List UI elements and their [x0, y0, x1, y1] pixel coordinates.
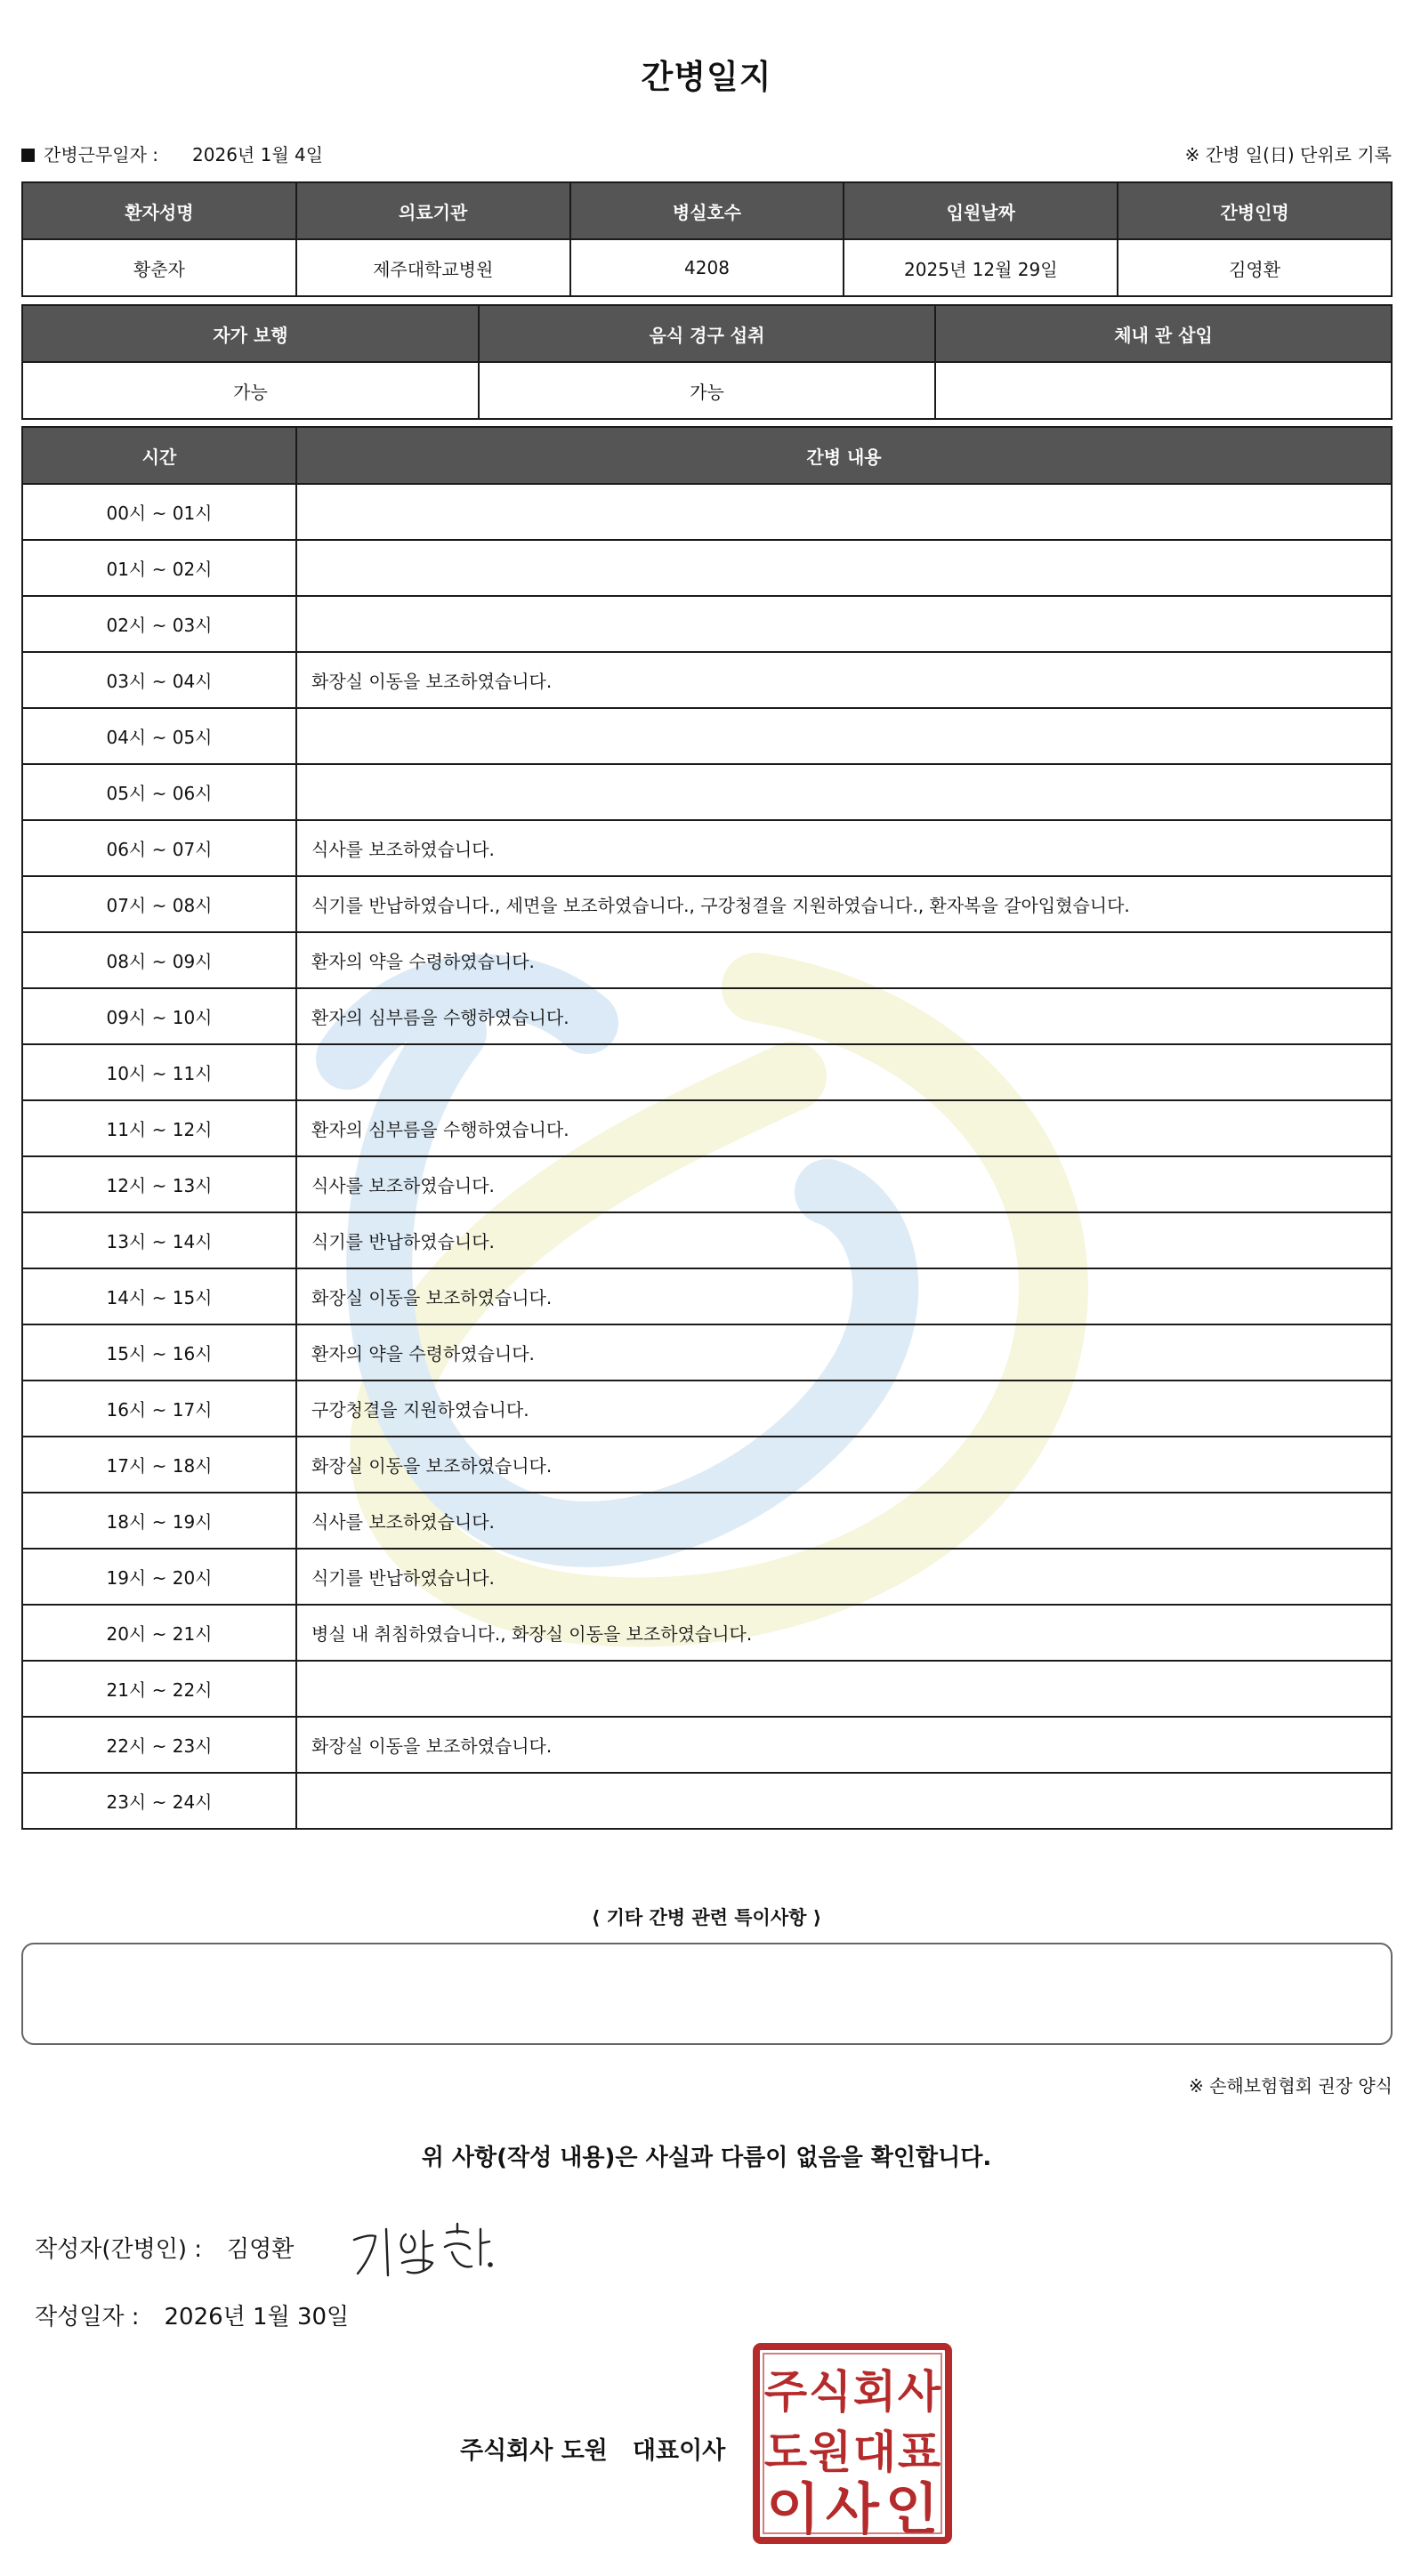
square-bullet-icon	[21, 149, 35, 162]
care-content: 식기를 반납하였습니다., 세면을 보조하였습니다., 구강청결을 지원하였습니다., 환자복을 갈아입혔습니다.	[296, 876, 1392, 932]
header-hospital: 의료기관	[296, 182, 570, 239]
meta-line	[21, 141, 1392, 169]
care-content: 식사를 보조하였습니다.	[296, 1156, 1392, 1212]
care-log-row	[22, 1100, 1392, 1156]
care-content: 식사를 보조하였습니다.	[296, 1493, 1392, 1549]
time-slot: 23시 ~ 24시	[22, 1773, 296, 1829]
time-slot: 07시 ~ 08시	[22, 876, 296, 932]
header-self-walking: 자가 보행	[22, 305, 479, 362]
header-tube-insertion: 체내 관 삽입	[935, 305, 1392, 362]
caregiver-name: 김영환	[1118, 239, 1392, 296]
time-slot: 17시 ~ 18시	[22, 1437, 296, 1493]
care-log-row	[22, 596, 1392, 652]
care-log-row	[22, 820, 1392, 876]
hospital-name: 제주대학교병원	[296, 239, 570, 296]
care-content: 식사를 보조하였습니다.	[296, 820, 1392, 876]
writer-name: 김영환	[227, 2236, 295, 2263]
header-admission-date: 입원날짜	[844, 182, 1118, 239]
written-date-label: 작성일자 :	[35, 2304, 140, 2330]
room-number: 4208	[570, 239, 844, 296]
care-content: 환자의 심부름을 수행하였습니다.	[296, 1100, 1392, 1156]
care-log-body	[22, 484, 1392, 1829]
care-content	[296, 708, 1392, 764]
care-log-row	[22, 1324, 1392, 1381]
patient-ability-table	[21, 304, 1393, 420]
care-log-row	[22, 1212, 1392, 1268]
company-seal-stamp	[753, 2343, 952, 2544]
record-unit-note: ※ 간병 일(日) 단위로 기록	[1184, 144, 1392, 165]
written-date-row	[35, 2298, 349, 2331]
time-slot: 13시 ~ 14시	[22, 1212, 296, 1268]
header-oral-intake: 음식 경구 섭취	[479, 305, 935, 362]
seal-character: 사	[826, 2476, 879, 2541]
care-log-row	[22, 708, 1392, 764]
work-date-value: 2026년 1월 4일	[192, 144, 324, 165]
care-content	[296, 1661, 1392, 1717]
care-log-row	[22, 652, 1392, 708]
seal-character: 주	[763, 2366, 808, 2418]
header-patient-name: 환자성명	[22, 182, 296, 239]
time-slot: 02시 ~ 03시	[22, 596, 296, 652]
care-log-row	[22, 1605, 1392, 1661]
care-log-row	[22, 764, 1392, 820]
time-slot: 12시 ~ 13시	[22, 1156, 296, 1212]
care-content: 식기를 반납하였습니다.	[296, 1549, 1392, 1605]
care-content	[296, 484, 1392, 540]
care-content	[296, 1044, 1392, 1100]
time-slot: 05시 ~ 06시	[22, 764, 296, 820]
care-content: 환자의 약을 수령하였습니다.	[296, 1324, 1392, 1381]
patient-info-value-row	[22, 239, 1392, 296]
time-slot: 06시 ~ 07시	[22, 820, 296, 876]
time-slot: 15시 ~ 16시	[22, 1324, 296, 1381]
seal-character: 사	[897, 2366, 941, 2418]
document-title: 간병일지	[641, 58, 772, 96]
seal-character: 인	[884, 2476, 939, 2541]
care-content	[296, 540, 1392, 596]
time-slot: 03시 ~ 04시	[22, 652, 296, 708]
header-time: 시간	[22, 427, 296, 484]
seal-character: 표	[897, 2427, 941, 2478]
care-content: 화장실 이동을 보조하였습니다.	[296, 1437, 1392, 1493]
tube-insertion-value	[935, 362, 1392, 419]
writer-row	[35, 2231, 294, 2264]
ability-value-row	[22, 362, 1392, 419]
seal-character: 대	[852, 2427, 897, 2478]
recommended-form-note: ※ 손해보험협회 권장 양식	[1188, 2075, 1393, 2097]
care-log-row	[22, 1437, 1392, 1493]
time-slot: 08시 ~ 09시	[22, 932, 296, 988]
confirmation-statement: 위 사항(작성 내용)은 사실과 다름이 없음을 확인합니다.	[421, 2145, 992, 2171]
ceo-title: 대표이사	[632, 2437, 726, 2465]
header-care-content: 간병 내용	[296, 427, 1392, 484]
care-log-row	[22, 932, 1392, 988]
admission-date: 2025년 12월 29일	[844, 239, 1118, 296]
care-content: 화장실 이동을 보조하였습니다.	[296, 1717, 1392, 1773]
written-date-value: 2026년 1월 30일	[164, 2304, 350, 2330]
time-slot: 11시 ~ 12시	[22, 1100, 296, 1156]
care-content: 화장실 이동을 보조하였습니다.	[296, 652, 1392, 708]
seal-character: 이	[766, 2476, 820, 2541]
care-log-row	[22, 1661, 1392, 1717]
seal-character: 원	[808, 2427, 852, 2478]
patient-info-header-row	[22, 182, 1392, 239]
header-caregiver-name: 간병인명	[1118, 182, 1392, 239]
ability-header-row	[22, 305, 1392, 362]
time-slot: 19시 ~ 20시	[22, 1549, 296, 1605]
care-log-row	[22, 988, 1392, 1044]
seal-character: 식	[808, 2366, 852, 2418]
care-content: 식기를 반납하였습니다.	[296, 1212, 1392, 1268]
hourly-care-log-table	[21, 426, 1393, 1830]
care-content	[296, 764, 1392, 820]
care-log-row	[22, 484, 1392, 540]
care-log-row	[22, 1268, 1392, 1324]
care-content	[296, 596, 1392, 652]
time-slot: 20시 ~ 21시	[22, 1605, 296, 1661]
time-slot: 09시 ~ 10시	[22, 988, 296, 1044]
care-content: 화장실 이동을 보조하였습니다.	[296, 1268, 1392, 1324]
time-slot: 22시 ~ 23시	[22, 1717, 296, 1773]
care-log-row	[22, 1381, 1392, 1437]
care-content	[296, 1773, 1392, 1829]
care-log-header-row	[22, 427, 1392, 484]
time-slot: 04시 ~ 05시	[22, 708, 296, 764]
care-log-row	[22, 1156, 1392, 1212]
care-content: 병실 내 취침하였습니다., 화장실 이동을 보조하였습니다.	[296, 1605, 1392, 1661]
care-content: 환자의 약을 수령하였습니다.	[296, 932, 1392, 988]
seal-character: 도	[763, 2427, 808, 2478]
seal-character: 회	[852, 2366, 897, 2418]
time-slot: 21시 ~ 22시	[22, 1661, 296, 1717]
care-content: 구강청결을 지원하였습니다.	[296, 1381, 1392, 1437]
patient-info-table	[21, 181, 1393, 297]
handwritten-signature	[347, 2213, 503, 2282]
care-log-row	[22, 1549, 1392, 1605]
self-walking-value: 가능	[22, 362, 479, 419]
care-log-row	[22, 540, 1392, 596]
care-log-row	[22, 1044, 1392, 1100]
time-slot: 00시 ~ 01시	[22, 484, 296, 540]
care-log-row	[22, 1717, 1392, 1773]
special-notes-box	[21, 1943, 1393, 2045]
care-log-row	[22, 1773, 1392, 1829]
time-slot: 18시 ~ 19시	[22, 1493, 296, 1549]
work-date-row	[21, 141, 323, 166]
care-log-row	[22, 1493, 1392, 1549]
oral-intake-value: 가능	[479, 362, 935, 419]
patient-name: 황춘자	[22, 239, 296, 296]
header-room-number: 병실호수	[570, 182, 844, 239]
time-slot: 10시 ~ 11시	[22, 1044, 296, 1100]
special-notes-heading: ⟨ 기타 간병 관련 특이사항 ⟩	[591, 1907, 822, 1928]
time-slot: 01시 ~ 02시	[22, 540, 296, 596]
care-content: 환자의 심부름을 수행하였습니다.	[296, 988, 1392, 1044]
company-name: 주식회사 도원	[460, 2437, 608, 2465]
care-log-row	[22, 876, 1392, 932]
company-signature-line	[460, 2431, 725, 2466]
time-slot: 14시 ~ 15시	[22, 1268, 296, 1324]
time-slot: 16시 ~ 17시	[22, 1381, 296, 1437]
writer-label: 작성자(간병인) :	[35, 2236, 203, 2263]
work-date-label: 간병근무일자 :	[44, 144, 159, 165]
